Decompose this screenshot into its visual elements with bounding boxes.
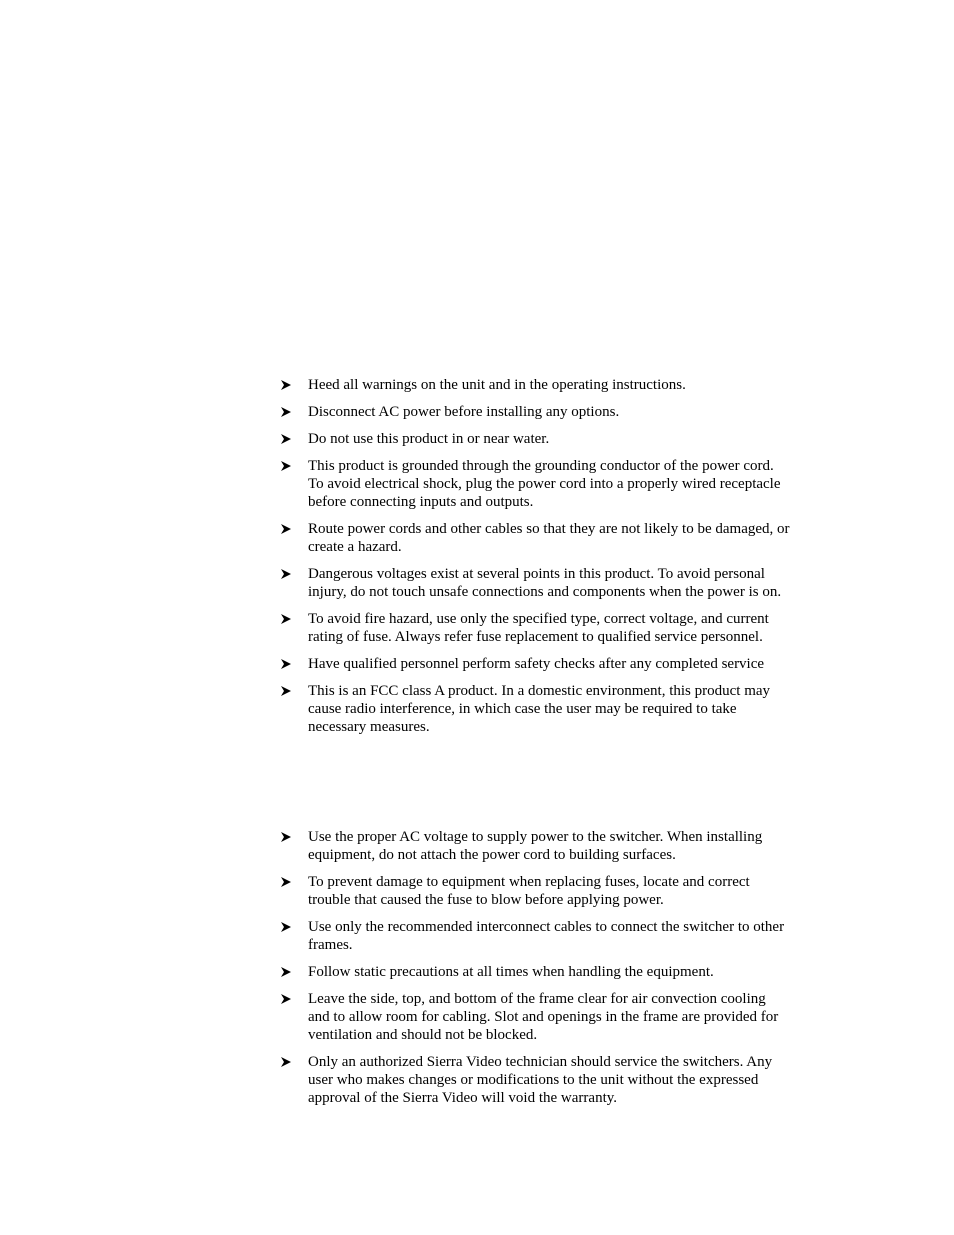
list-item-text: Disconnect AC power before installing any options. [308, 404, 620, 420]
arrowhead-bullet-icon [280, 430, 294, 448]
list-item [280, 655, 790, 673]
list-item-text: Dangerous voltages exist at several points in this product. To avoid personal injury, do not touch unsafe connections and components when the power is on. [308, 566, 782, 600]
list-item [280, 565, 790, 601]
arrowhead-bullet-icon [280, 682, 294, 700]
arrowhead-bullet-icon [280, 457, 294, 475]
list-item [280, 963, 790, 981]
list-item-text: Heed all warnings on the unit and in the operating instructions. [308, 377, 686, 393]
list-item-text: Only an authorized Sierra Video technician should service the switchers. Any user who makes changes or modifications to the unit without the expressed approval of the Sierra Video will void the warranty. [308, 1054, 773, 1106]
list-item [280, 430, 790, 448]
equipment-precautions-list [280, 828, 790, 1116]
list-item-text: This product is grounded through the grounding conductor of the power cord. To avoid electrical shock, plug the power cord into a properly wired receptacle before connecting inputs and outputs. [308, 458, 781, 510]
list-item-text: Use only the recommended interconnect cables to connect the switcher to other frames. [308, 919, 785, 953]
list-item [280, 990, 790, 1044]
safety-precautions-list [280, 376, 790, 745]
list-item-text: Route power cords and other cables so that they are not likely to be damaged, or create a hazard. [308, 521, 790, 555]
list-item-text: Do not use this product in or near water. [308, 431, 550, 447]
arrowhead-bullet-icon [280, 873, 294, 891]
arrowhead-bullet-icon [280, 963, 294, 981]
list-item [280, 682, 790, 736]
list-item [280, 457, 790, 511]
list-item-text: To prevent damage to equipment when replacing fuses, locate and correct trouble that caused the fuse to blow before applying power. [308, 874, 750, 908]
list-item-text: Follow static precautions at all times when handling the equipment. [308, 964, 714, 980]
list-item [280, 873, 790, 909]
arrowhead-bullet-icon [280, 990, 294, 1008]
arrowhead-bullet-icon [280, 610, 294, 628]
list-item [280, 376, 790, 394]
arrowhead-bullet-icon [280, 828, 294, 846]
arrowhead-bullet-icon [280, 918, 294, 936]
list-item [280, 610, 790, 646]
arrowhead-bullet-icon [280, 1053, 294, 1071]
list-item [280, 828, 790, 864]
arrowhead-bullet-icon [280, 403, 294, 421]
arrowhead-bullet-icon [280, 655, 294, 673]
list-item-text: Use the proper AC voltage to supply power to the switcher. When installing equipment, do not attach the power cord to building surfaces. [308, 829, 763, 863]
list-item [280, 520, 790, 556]
list-item [280, 1053, 790, 1107]
list-item-text: Leave the side, top, and bottom of the frame clear for air convection cooling and to allow room for cabling. Slot and openings in the frame are provided for ventilation and should not be blocked. [308, 991, 779, 1043]
list-item [280, 403, 790, 421]
arrowhead-bullet-icon [280, 520, 294, 538]
arrowhead-bullet-icon [280, 376, 294, 394]
list-item-text: This is an FCC class A product. In a domestic environment, this product may cause radio interference, in which case the user may be required to take necessary measures. [308, 683, 771, 735]
list-item [280, 918, 790, 954]
arrowhead-bullet-icon [280, 565, 294, 583]
list-item-text: To avoid fire hazard, use only the specified type, correct voltage, and current rating of fuse. Always refer fuse replacement to qualified service personnel. [308, 611, 769, 645]
list-item-text: Have qualified personnel perform safety checks after any completed service [308, 656, 765, 672]
